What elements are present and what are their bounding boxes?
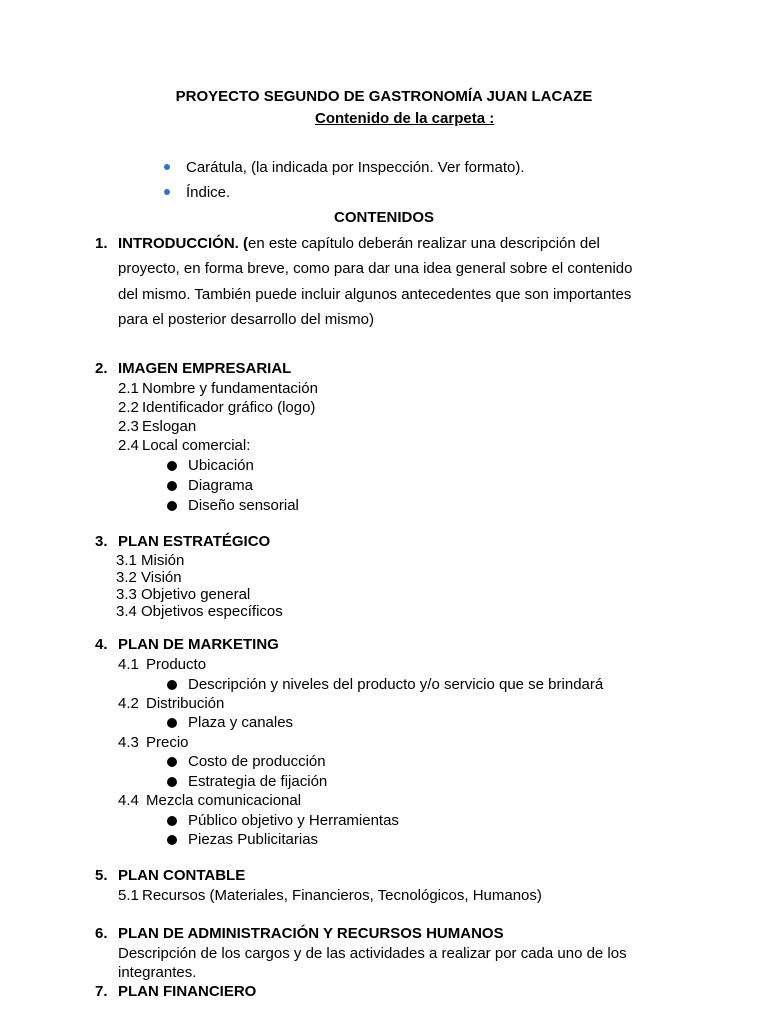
bullet-dot — [167, 835, 177, 845]
bullet-dot — [167, 718, 177, 728]
section-2-item: Eslogan — [142, 418, 197, 435]
section-4-item-num: 4.2 — [118, 695, 139, 712]
section-2-bullet: Ubicación — [188, 457, 254, 474]
bullet-dot — [167, 501, 177, 511]
bullet-caratula: Carátula, (la indicada por Inspección. Ver formato). — [186, 159, 525, 176]
section-4-bullet: Costo de producción — [188, 753, 326, 770]
section-1-text: en este capítulo deberán realizar una descripción del — [248, 235, 600, 252]
section-6-number: 6. — [95, 925, 108, 942]
section-2-item: Identificador gráfico (logo) — [142, 399, 316, 416]
section-4-item-num: 4.1 — [118, 656, 139, 673]
section-4-item: Precio — [146, 734, 189, 751]
section-1-line-4: para el posterior desarrollo del mismo) — [118, 311, 374, 328]
bullet-indice: Índice. — [186, 184, 231, 201]
bullet-dot — [164, 189, 170, 195]
section-2-title: IMAGEN EMPRESARIAL — [118, 360, 292, 377]
section-5-title: PLAN CONTABLE — [118, 867, 246, 884]
section-4-item: Producto — [146, 656, 207, 673]
section-4-item: Distribución — [146, 695, 225, 712]
section-3-item: 3.4 Objetivos específicos — [116, 603, 283, 620]
section-4-bullet: Plaza y canales — [188, 714, 294, 731]
section-7-number: 7. — [95, 983, 108, 1000]
bullet-dot — [167, 777, 177, 787]
section-3-item: 3.3 Objetivo general — [116, 586, 251, 603]
section-2-bullet: Diagrama — [188, 477, 254, 494]
section-2-number: 2. — [95, 360, 108, 377]
bullet-dot — [164, 164, 170, 170]
section-4-item-num: 4.4 — [118, 792, 139, 809]
section-4-item-num: 4.3 — [118, 734, 139, 751]
bullet-dot — [167, 680, 177, 690]
section-2-item-num: 2.2 — [118, 399, 139, 416]
section-5-item-num: 5.1 — [118, 887, 139, 904]
section-1-line-3: del mismo. También puede incluir algunos antecedentes que son importantes — [118, 286, 632, 303]
section-5-item: Recursos (Materiales, Financieros, Tecnológicos, Humanos) — [142, 887, 542, 904]
section-1-number: 1. — [95, 235, 108, 252]
section-4-title: PLAN DE MARKETING — [118, 636, 279, 653]
document-subtitle: Contenido de la carpeta : — [315, 110, 495, 127]
section-3-item: 3.1 Misión — [116, 552, 185, 569]
bullet-dot — [167, 816, 177, 826]
document-title: PROYECTO SEGUNDO DE GASTRONOMÍA JUAN LACAZE — [175, 88, 593, 105]
bullet-dot — [167, 481, 177, 491]
contents-heading: CONTENIDOS — [333, 209, 434, 226]
section-4-bullet: Estrategia de fijación — [188, 773, 328, 790]
section-2-bullet: Diseño sensorial — [188, 497, 299, 514]
bullet-dot — [167, 757, 177, 767]
section-6-line-1: Descripción de los cargos y de las actividades a realizar por cada uno de los — [118, 945, 627, 962]
section-4-item: Mezcla comunicacional — [146, 792, 302, 809]
section-3-item: 3.2 Visión — [116, 569, 182, 586]
bullet-dot — [167, 461, 177, 471]
section-6-line-2: integrantes. — [118, 964, 197, 981]
section-7-title: PLAN FINANCIERO — [118, 983, 257, 1000]
section-1-first-line — [118, 236, 600, 251]
section-3-number: 3. — [95, 533, 108, 550]
section-2-item-num: 2.1 — [118, 380, 139, 397]
section-4-bullet: Público objetivo y Herramientas — [188, 812, 399, 829]
section-5-number: 5. — [95, 867, 108, 884]
section-6-title: PLAN DE ADMINISTRACIÓN Y RECURSOS HUMANOS — [118, 925, 504, 942]
section-2-item: Nombre y fundamentación — [142, 380, 318, 397]
section-3-title: PLAN ESTRATÉGICO — [118, 533, 271, 550]
section-4-bullet: Piezas Publicitarias — [188, 831, 319, 848]
section-4-bullet: Descripción y niveles del producto y/o servicio que se brindará — [188, 676, 604, 693]
section-2-item-num: 2.4 — [118, 437, 139, 454]
section-2-item-num: 2.3 — [118, 418, 139, 435]
section-4-number: 4. — [95, 636, 108, 653]
section-1-line-2: proyecto, en forma breve, como para dar una idea general sobre el contenido — [118, 260, 633, 277]
section-1-title: INTRODUCCIÓN. ( — [118, 235, 248, 252]
section-2-item: Local comercial: — [142, 437, 251, 454]
